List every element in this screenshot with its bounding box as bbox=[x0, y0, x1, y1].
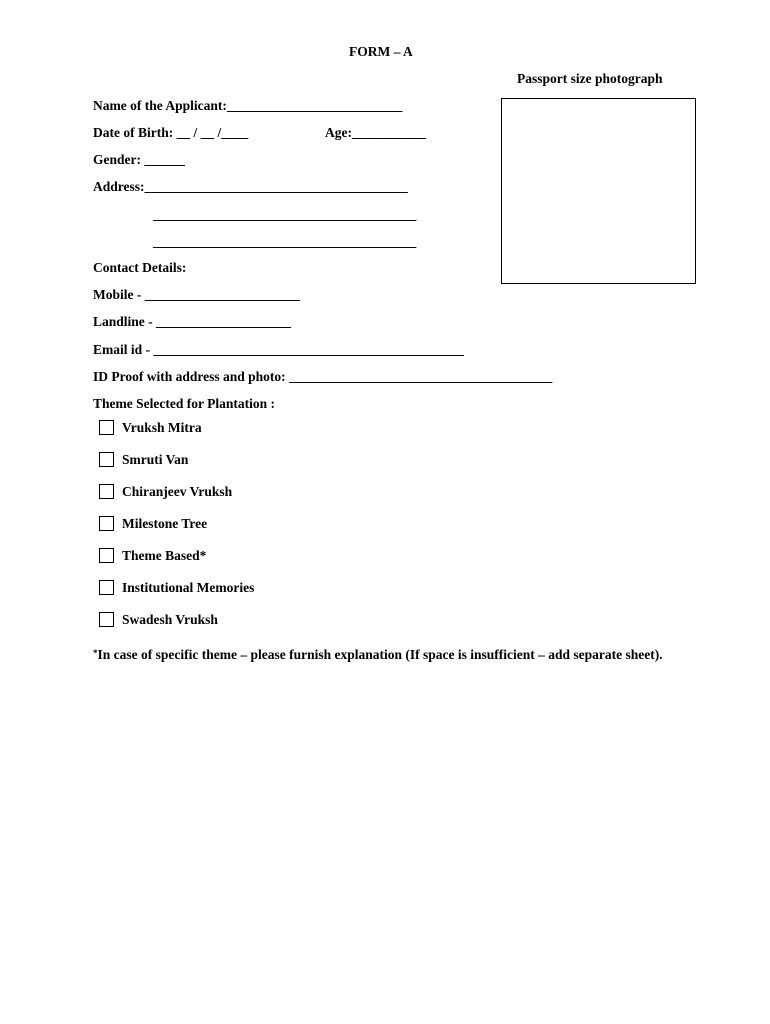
checkbox-chiranjeev-vruksh[interactable] bbox=[99, 484, 114, 499]
landline-field[interactable]: Landline - ____________________ bbox=[93, 314, 292, 329]
theme-heading: Theme Selected for Plantation : bbox=[93, 396, 275, 411]
checkbox-swadesh-vruksh[interactable] bbox=[99, 612, 114, 627]
address-line-2[interactable]: _______________________________________ bbox=[153, 207, 417, 222]
age-field[interactable]: Age:___________ bbox=[325, 125, 427, 140]
applicant-name-field[interactable]: Name of the Applicant:__________________________ bbox=[93, 98, 403, 113]
address-line-3[interactable]: _______________________________________ bbox=[153, 234, 417, 249]
footnote bbox=[93, 645, 693, 663]
form-title: FORM – A bbox=[349, 44, 413, 59]
checkbox-theme-based[interactable] bbox=[99, 548, 114, 563]
theme-label: Institutional Memories bbox=[122, 580, 255, 595]
footnote-text: In case of specific theme – please furnish explanation (If space is insufficient – add separate sheet). bbox=[97, 647, 663, 662]
footnote-mark: * bbox=[93, 648, 98, 658]
checkbox-institutional-memories[interactable] bbox=[99, 580, 114, 595]
gender-field[interactable]: Gender: ______ bbox=[93, 152, 185, 167]
address-field[interactable]: Address:_______________________________________ bbox=[93, 179, 408, 194]
theme-label: Chiranjeev Vruksh bbox=[122, 484, 233, 499]
theme-label: Theme Based* bbox=[122, 548, 207, 563]
dob-field[interactable]: Date of Birth: __ / __ /____ bbox=[93, 125, 249, 140]
checkbox-vruksh-mitra[interactable] bbox=[99, 420, 114, 435]
theme-label: Milestone Tree bbox=[122, 516, 208, 531]
checkbox-smruti-van[interactable] bbox=[99, 452, 114, 467]
checkbox-milestone-tree[interactable] bbox=[99, 516, 114, 531]
theme-label: Smruti Van bbox=[122, 452, 189, 467]
id-proof-field[interactable]: ID Proof with address and photo: _______________________________________ bbox=[93, 369, 553, 384]
photo-label: Passport size photograph bbox=[517, 71, 663, 86]
contact-details-heading: Contact Details: bbox=[93, 260, 187, 275]
theme-label: Vruksh Mitra bbox=[122, 420, 202, 435]
email-field[interactable]: Email id - ______________________________________________ bbox=[93, 342, 464, 357]
photo-box[interactable] bbox=[501, 98, 696, 284]
theme-label: Swadesh Vruksh bbox=[122, 612, 218, 627]
mobile-field[interactable]: Mobile - _______________________ bbox=[93, 287, 300, 302]
